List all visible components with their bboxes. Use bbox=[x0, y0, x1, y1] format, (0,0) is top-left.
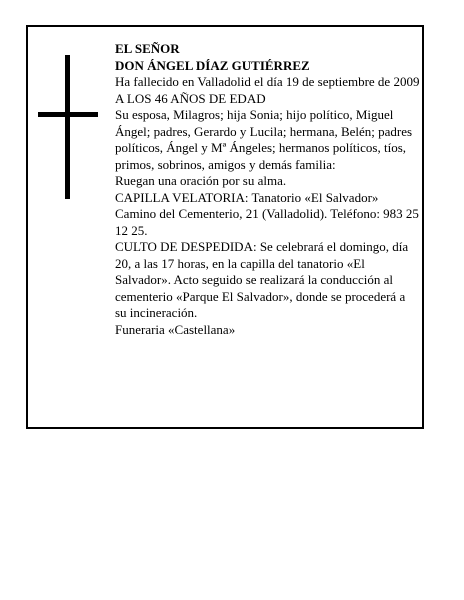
notice-text bbox=[115, 41, 420, 338]
chapel-info: CAPILLA VELATORIA: Tanatorio «El Salvador» Camino del Cementerio, 21 (Valladolid). Teléfono: 983 25 12 25. bbox=[115, 189, 419, 238]
notice-title-line-1: EL SEÑOR bbox=[115, 41, 180, 56]
farewell-info: CULTO DE DESPEDIDA: Se celebrará el domingo, día 20, a las 17 horas, en la capilla del tanatorio «El Salvador». Acto seguido se realizará la conducción al cementerio «Parque El Salvador», donde se procederá a su incineración. bbox=[115, 239, 409, 320]
age-line: A LOS 46 AÑOS DE EDAD bbox=[115, 90, 266, 106]
death-info: Ha fallecido en Valladolid el día 19 de septiembre de 2009 bbox=[115, 74, 420, 89]
prayer-line: Ruegan una oración por su alma. bbox=[115, 173, 287, 188]
family-list: Su esposa, Milagros; hija Sonia; hijo político, Miguel Ángel; padres, Gerardo y Lucila; hermana, Belén; padres políticos, Ángel y Mª Ángeles; hermanos políticos, tíos, primos, sobrinos, amigos y demás familia: bbox=[115, 107, 413, 172]
notice-title-line-2: DON ÁNGEL DÍAZ GUTIÉRREZ bbox=[115, 57, 310, 73]
cross-icon bbox=[38, 55, 98, 199]
obituary-notice bbox=[26, 25, 424, 429]
funeral-home: Funeraria «Castellana» bbox=[115, 321, 236, 337]
